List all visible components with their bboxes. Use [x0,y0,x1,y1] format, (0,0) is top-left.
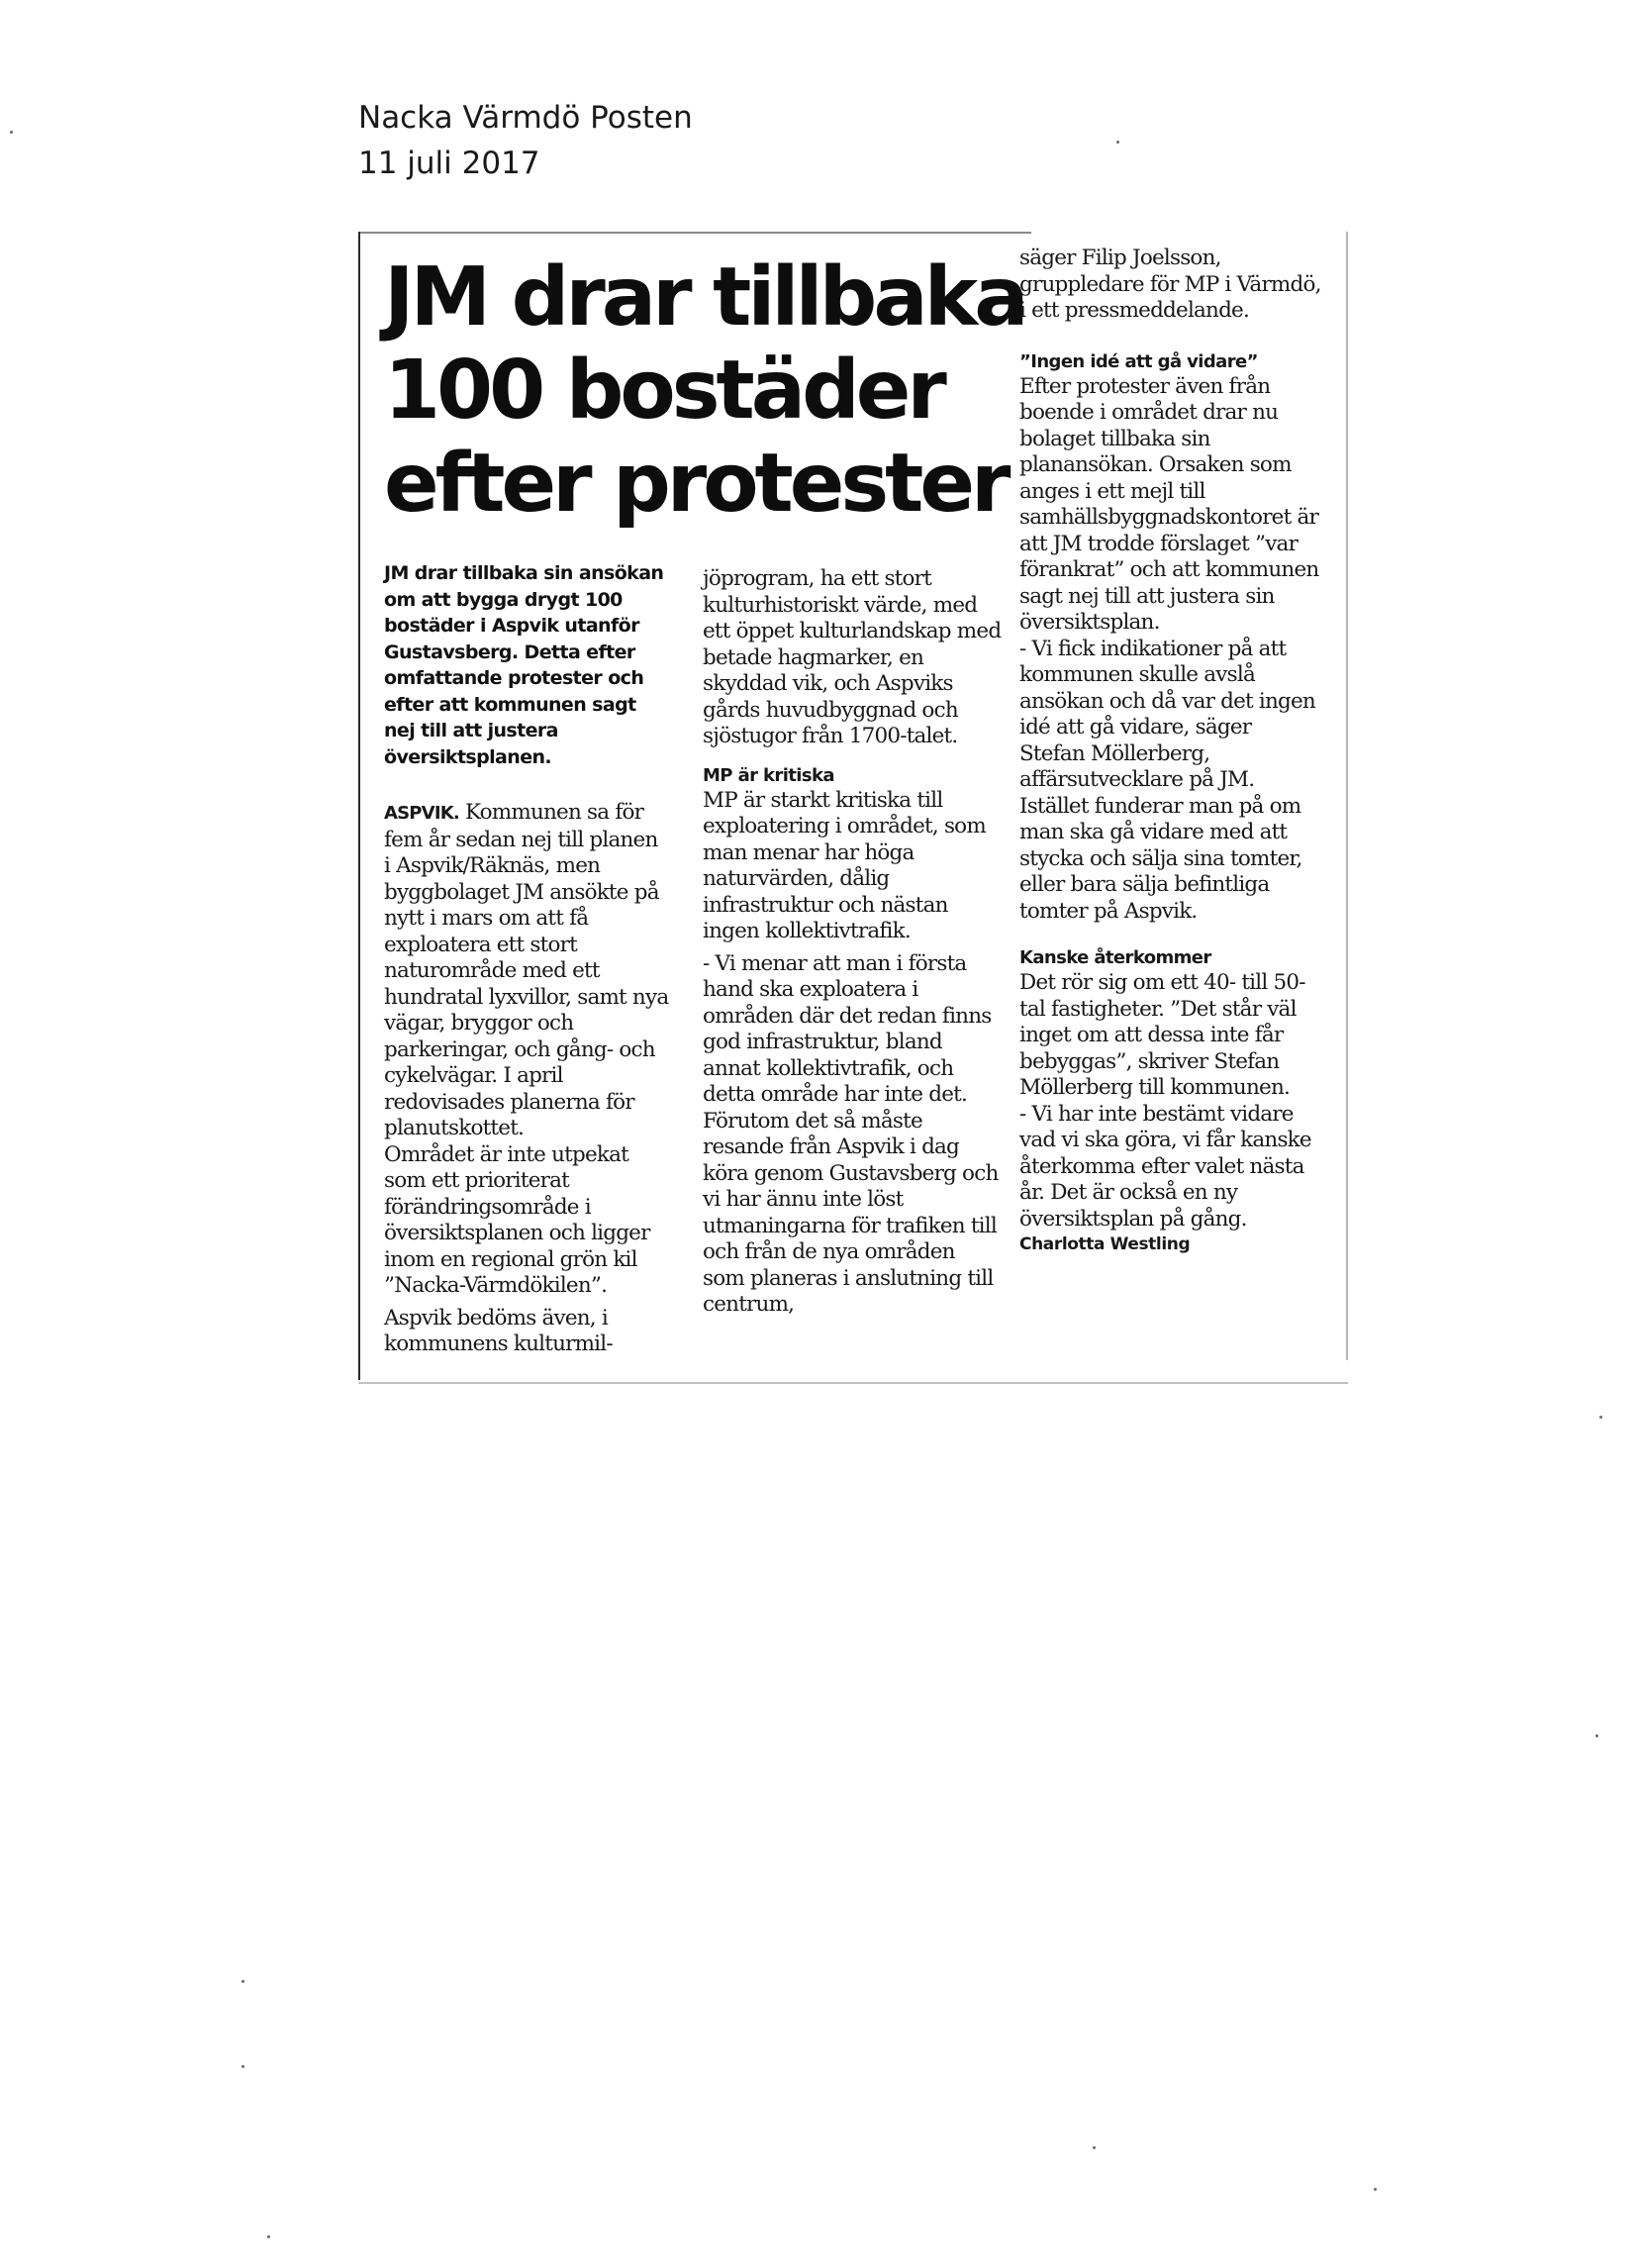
scan-speck [267,2235,270,2238]
column-2 [703,566,1002,1319]
column-1-paragraph-1 [384,800,669,1142]
subhead-mp-kritiska: MP är kritiska [703,764,834,786]
headline-line-2: 100 bostäder [384,344,943,438]
subhead-kanske-aterkommer: Kanske återkommer [1019,947,1211,968]
clipping-bottom-rule [358,1382,1348,1384]
column-2-paragraph-2: MP är starkt kritiska till exploatering i området, som man menar har höga naturvärden, dålig infrastruktur och nästan ingen kollektivtrafik. [703,787,986,943]
column-1-paragraph-3: Aspvik bedöms även, i kommunens kulturmil- [384,1305,613,1356]
byline: Charlotta Westling [1019,1234,1191,1254]
column-3-paragraph-4: Istället funderar man på om man ska gå vidare med att stycka och sälja sina tomter, eller bara sälja befintliga tomter på Aspvik. [1019,793,1302,924]
scan-speck [10,131,13,134]
scan-speck [1093,2146,1096,2149]
column-1-paragraph-1-text: Kommunen sa för fem år sedan nej till planen i Aspvik/Räknäs, men byggbolaget JM ansökte på nytt i mars om att få exploatera ett stort naturområde med ett hundratal lyxvillor, samt nya vägar, bryggor och parkeringar, och gång- och cykelvägar. I april redovisades planerna för planutskottet. [384,800,669,1140]
column-3-paragraph-1: säger Filip Joelsson, gruppledare för MP i Värmdö, i ett pressmeddelande. [1019,246,1321,323]
publication-name: Nacka Värmdö Posten [358,100,693,136]
source-caption [358,95,693,186]
headline [384,250,1025,531]
publication-date: 11 juli 2017 [358,146,540,181]
scan-speck [241,2065,244,2068]
column-3-paragraph-3: - Vi fick indikationer på att kommunen skulle avslå ansökan och då var det ingen idé att gå vidare, säger Stefan Möllerberg, affärsutvecklare på JM. [1019,636,1315,792]
ingress: JM drar tillbaka sin ansökan om att bygga drygt 100 bostäder i Aspvik utanför Gustavsberg. Detta efter omfattande protester och efter att kommunen sagt nej till att justera översiktsplanen. [384,562,664,768]
scan-speck [1116,141,1119,144]
column-3-paragraph-6: - Vi har inte bestämt vidare vad vi ska göra, vi får kanske återkomma efter valet nästa år. Det är också en ny översiktsplan på gång. [1019,1101,1311,1232]
headline-line-3: efter protester [384,437,1008,531]
scan-speck [1374,2188,1377,2191]
headline-line-1: JM drar tillbaka [384,250,1025,345]
dateline: ASPVIK. [384,803,459,824]
clipping-top-rule [358,232,1031,234]
subhead-ingen-ide: ”Ingen idé att gå vidare” [1019,350,1258,372]
column-2-paragraph-1: jöprogram, ha ett stort kulturhistoriskt värde, med ett öppet kulturlandskap med betade hagmarker, en skyddad vik, och Aspviks gårds huvudbyggnad och sjöstugor från 1700-talet. [703,566,1002,748]
column-2-paragraph-3: - Vi menar att man i första hand ska exploatera i områden där det redan finns god infrastruktur, bland annat kollektivtrafik, och detta område har inte det. Förutom det så måste resande från Aspvik i dag köra genom Gustavsberg och vi har ännu inte löst utmaningarna för trafiken till och från de nya områden som planeras i anslutning till centrum, [703,950,999,1317]
column-3-paragraph-5: Det rör sig om ett 40- till 50-tal fastigheter. ”Det står väl inget om att dessa inte får bebyggas”, skriver Stefan Möllerberg till kommunen. [1019,970,1305,1100]
clipping-right-rule [1346,232,1348,1360]
scan-speck [1595,1734,1598,1737]
column-3-paragraph-2: Efter protester även från boende i området drar nu bolaget tillbaka sin planansökan. Orsaken som anges i ett mejl till samhällsbyggnadskontoret är att JM trodde förslaget ”var förankrat” och att kommunen sagt nej till att justera sin översiktsplan. [1019,373,1319,635]
scan-speck [241,1980,244,1983]
scan-speck [1599,1416,1602,1419]
clipping-left-rule [358,232,360,1380]
column-3 [1019,246,1322,1256]
column-1-paragraph-2: Området är inte utpekat som ett prioriterat förändringsområde i översiktsplanen och ligger inom en regional grön kil ”Nacka-Värmdökilen”. [384,1141,650,1298]
column-1 [384,560,669,1358]
newspaper-clipping [358,232,1348,1388]
